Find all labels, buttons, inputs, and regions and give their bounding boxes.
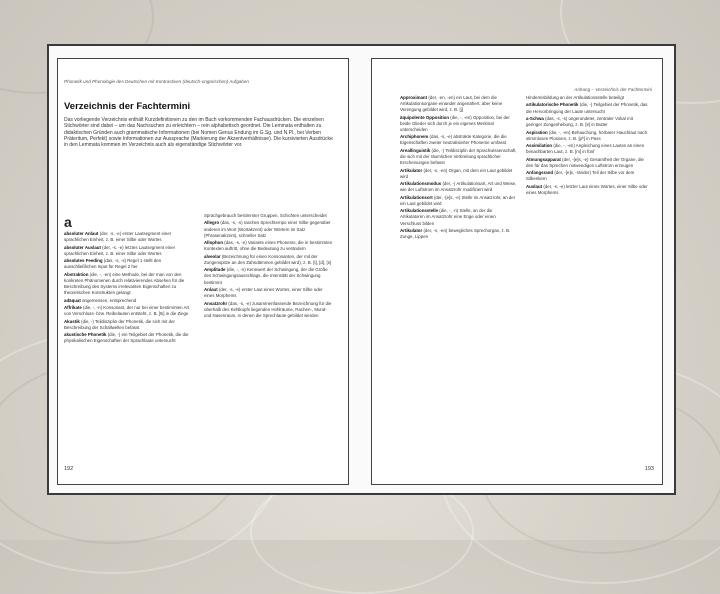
glossary-term: Areallinguistik — [400, 147, 431, 153]
glossary-definition: (die, -) Teildisziplin der Sprachwissenschaft, die sich mit der räumlichen Verbreitung sprachlicher Erscheinungen befasst — [400, 147, 517, 166]
glossary-term: Anlaut — [204, 286, 218, 292]
glossary-entry — [526, 157, 650, 169]
glossary-entry — [64, 258, 194, 270]
glossary-term: Abstraktion — [64, 271, 89, 277]
glossary-term: Artikulationsmodus — [400, 181, 442, 187]
glossary-definition: (die, -) Teildisziplin der Phonetik, die sich mit der Beschreibung der Schallwellen befasst — [64, 318, 175, 330]
glossary-entry — [64, 245, 194, 257]
glossary-definition: (das, -s, -e) zusammenfassende Bezeichnung für die oberhalb des Kehlkopfs liegenden Hohlräume, Rachen-, Mund- und Nasenraum, in denen die Sprechlaute gebildet werden — [204, 300, 332, 318]
glossary-entry — [64, 319, 194, 331]
glossary-definition: (das, -s, -s) Regel 1 stellt den ausschließlichen Input für Regel 2 her — [64, 258, 162, 270]
running-head: Anhang – Verzeichnis der Fachtermini — [574, 87, 652, 92]
glossary-definition: (Bezeichnung für einen Konsonanten, der mit der Zungenspitze an den Zahndämmen gebildet wird), z. B. [t], [d], [n] — [204, 253, 332, 265]
glossary-entry — [204, 267, 334, 285]
glossary-definition: (das, -s, -s) rasches Sprechtempo einer Silbe gegenüber anderen im Wort (Wortakzent) oder Wörtern im Satz (Phrasenakzent), schneller Satz — [204, 220, 331, 238]
glossary-entry — [64, 272, 194, 296]
glossary-entry — [400, 95, 518, 113]
glossary-entry — [204, 213, 334, 219]
glossary-entry — [526, 95, 650, 101]
glossary-definition: (die, -, -n) Konsonant, der nur bei einer bestimmten Art von Verschluss- bzw. Reibelauten entsteht, z. B. [ʦ] in die Ziege — [64, 304, 190, 317]
glossary-definition: (die, -, -n) Stelle, an der die Artikulatoren im Ansatzrohr eine Enge oder einen Verschluss bilden — [400, 208, 496, 226]
glossary-entry — [400, 208, 518, 226]
glossary-term: Ansatzrohr — [204, 300, 228, 306]
left-page — [57, 58, 349, 485]
page-number: 192 — [64, 466, 74, 472]
glossary-entry — [400, 148, 518, 166]
glossary-definition: (der, -s, -e) letzter Laut eines Wortes, einer Silbe oder eines Morphems — [526, 183, 648, 196]
glossary-term: artikulatorische Phonetik — [526, 102, 579, 108]
glossary-term: Allophon — [204, 240, 224, 246]
glossary-term: Allegro — [204, 220, 220, 226]
glossary-entry — [526, 116, 650, 128]
glossary-term: a-Schwa — [526, 116, 544, 122]
page-title: Verzeichnis der Fachtermini — [64, 101, 191, 112]
glossary-entry — [400, 168, 518, 180]
glossary-definition: (die, -, -en) Opposition, bei der beide Glieder sich durch je ein eigenes Merkmal unterscheiden — [400, 114, 510, 132]
glossary-entry — [204, 301, 334, 319]
glossary-term: absolutes Feeding — [64, 258, 103, 264]
glossary-entry — [526, 143, 650, 155]
glossary-entry — [204, 220, 334, 238]
glossary-definition: (das, -s, -e) abstrakte Kategorie, die die Eigenschaften zweier neutralisierter Phoneme umfasst — [400, 134, 507, 146]
glossary-definition: (die, -) ein Teilgebiet der Phonetik, die die physikalischen Eigenschaften der Sprachlaute untersucht — [64, 332, 189, 344]
glossary-term: Artikulationsstelle — [400, 208, 439, 214]
glossary-definition: (der, -en, -en) ein Laut, bei dem die Artikulationsorgane einander angenähert, aber keine Verengung gebildet wird, z. B. [j] — [400, 95, 503, 113]
glossary-entry — [64, 305, 194, 317]
page-number: 193 — [644, 466, 654, 472]
glossary-term: Assimilation — [526, 143, 553, 149]
glossary-column — [400, 95, 518, 242]
glossary-term: adäquat — [64, 297, 81, 303]
glossary-definition: (der, -[e]s, -ränder) Teil der Silbe vor dem Silbenkern — [526, 170, 635, 182]
glossary-definition: (der, -[e]s, -e) Stelle im Ansatzrohr, an der ein Laut gebildet wird — [400, 194, 516, 206]
glossary-definition: (der, -s, -e) erster Laut eines Wortes, einer Silbe oder eines Morphems — [204, 286, 323, 299]
glossary-definition: (die, -, -en) eine Methode, bei der man von den konkreten Phänomenen durch relativierendes Absehen für die Beschreibung des Systems irrelevanten Eigenschaften zu theoretischen Konstrukten gelangt — [64, 271, 185, 296]
glossary-entry — [204, 240, 334, 252]
glossary-term: Affrikate — [64, 304, 82, 310]
glossary-definition: (der, -s, -en) bewegliches Sprechorgan, z. B. Zunge, Lippen — [400, 228, 511, 240]
glossary-entry — [204, 287, 334, 299]
glossary-column — [526, 95, 650, 198]
glossary-definition: (der, -s, -e) erster Lautsegment einer sprachlichen Einheit, z. B. einer Silbe oder Wortes — [64, 231, 172, 243]
glossary-entry — [400, 228, 518, 240]
glossary-entry — [526, 130, 650, 142]
glossary-definition: (der, -) Artikulationsart, Art und Weise, wie der Luftstrom im Ansatzrohr modifiziert wird — [400, 181, 517, 193]
glossary-term: Artikulator — [400, 167, 423, 173]
glossary-term: alveolar — [204, 253, 221, 259]
glossary-entry — [64, 332, 194, 344]
glossary-term: absoluter Auslaut — [64, 244, 101, 250]
glossary-definition: (die, -, -n) Kennwert der Schwingung, der die Größe des Schwingungsausschlags, die Intensität der Schwingung bestimmt — [204, 267, 328, 285]
glossary-definition: (die, -, -en) Behauchung, hörbarer Hauchlaut nach stimmlosen Plosiven, z. B. [pʰ] in Pass — [526, 129, 648, 141]
glossary-entry — [526, 184, 650, 196]
glossary-definition: (die, -, -en) Angleichung eines Lautes an einen benachbarten Laut, z. B. [m] in fünf — [526, 143, 645, 155]
glossary-definition: (der, -s, -e) letztes Lautsegment einer sprachlichen Einheit, z. B. einer Silbe oder Wortes — [64, 244, 176, 256]
glossary-definition: (das, -s, -e) Variante eines Phonems, die in bestimmten Kontexten auftritt, ohne die Bedeutung zu verändern — [204, 240, 333, 252]
glossary-term: Akustik — [64, 318, 80, 324]
glossary-term: Archiphonem — [400, 134, 429, 140]
glossary-term: Amplitude — [204, 267, 226, 273]
glossary-entry — [400, 195, 518, 207]
glossary-term: Auslaut — [526, 183, 543, 189]
glossary-definition: Hindernisbildung an der Artikulationsstelle beteiligt — [526, 95, 624, 100]
glossary-term: Anfangsrand — [526, 170, 554, 176]
glossary-term: absoluter Anlaut — [64, 231, 99, 236]
glossary-term: akustische Phonetik — [64, 332, 107, 338]
right-page — [371, 58, 663, 485]
intro-paragraph: Das vorliegende Verzeichnis enthält Kurzdefinitionen zu den im Buch vorkommenden Fachausdrücken. Die einzelnen Stichwörter sind dabei – um das Nachsuchen zu erleichtern – rein alphabetisch geordnet. Die Lemmata enthalten zu didaktischen Gründen auch grammatische Informationen (bei Nomen Genus Endung im G.Sg. und N.Pl., bei Verben Präteritum, Perfekt) sowie Informationen zur Aussprache (Markierung der Akzentverhältnisse). Die kursivierten Ausdrücke in den Lemmata kommen im Verzeichnis auch als eigenständige Stichwörter vor. — [64, 117, 333, 149]
section-letter: a — [64, 214, 72, 230]
glossary-term: Approximant — [400, 95, 428, 100]
glossary-entry — [64, 298, 194, 304]
glossary-entry — [64, 231, 194, 243]
glossary-definition: Sprachgebrauch bestimmter Gruppen, Schichten unterscheidet — [204, 213, 327, 218]
glossary-entry — [400, 134, 518, 146]
glossary-entry — [526, 170, 650, 182]
glossary-entry — [400, 181, 518, 193]
glossary-definition: (der, -[e]s, -e) Gesamtheit der Organe, die den für das Sprechen notwendigen Luftstrom erzeugen — [526, 156, 644, 168]
glossary-entry — [204, 254, 334, 266]
glossary-column — [64, 231, 194, 346]
glossary-entry — [400, 115, 518, 133]
glossary-term: äquipolente Opposition — [400, 114, 450, 120]
glossary-definition: (das, -s, -s) ungerundeter, zentraler Vokal mit geringer Zungenhebung, z. B. [ɐ] in Butter — [526, 116, 633, 128]
glossary-definition: angemessen, entsprechend — [82, 297, 137, 303]
glossary-definition: (der, -s, -en) Organ, mit dem ein Laut gebildet wird — [400, 167, 513, 179]
glossary-entry — [526, 102, 650, 114]
glossary-column — [204, 213, 334, 320]
glossary-definition: (die, -) Teilgebiet der Phonetik, das die Hervorbringung der Laute untersucht — [526, 102, 648, 114]
glossary-term: Atmungsapparat — [526, 156, 561, 162]
glossary-term: Artikulationsort — [400, 194, 433, 200]
running-head: Phonetik und Phonologie des Deutschen mit Kontrastiven (deutsch-ungarischen) Aufgaben — [64, 79, 249, 84]
glossary-term: Aspiration — [526, 129, 548, 135]
glossary-term: Artikulator — [400, 228, 423, 233]
